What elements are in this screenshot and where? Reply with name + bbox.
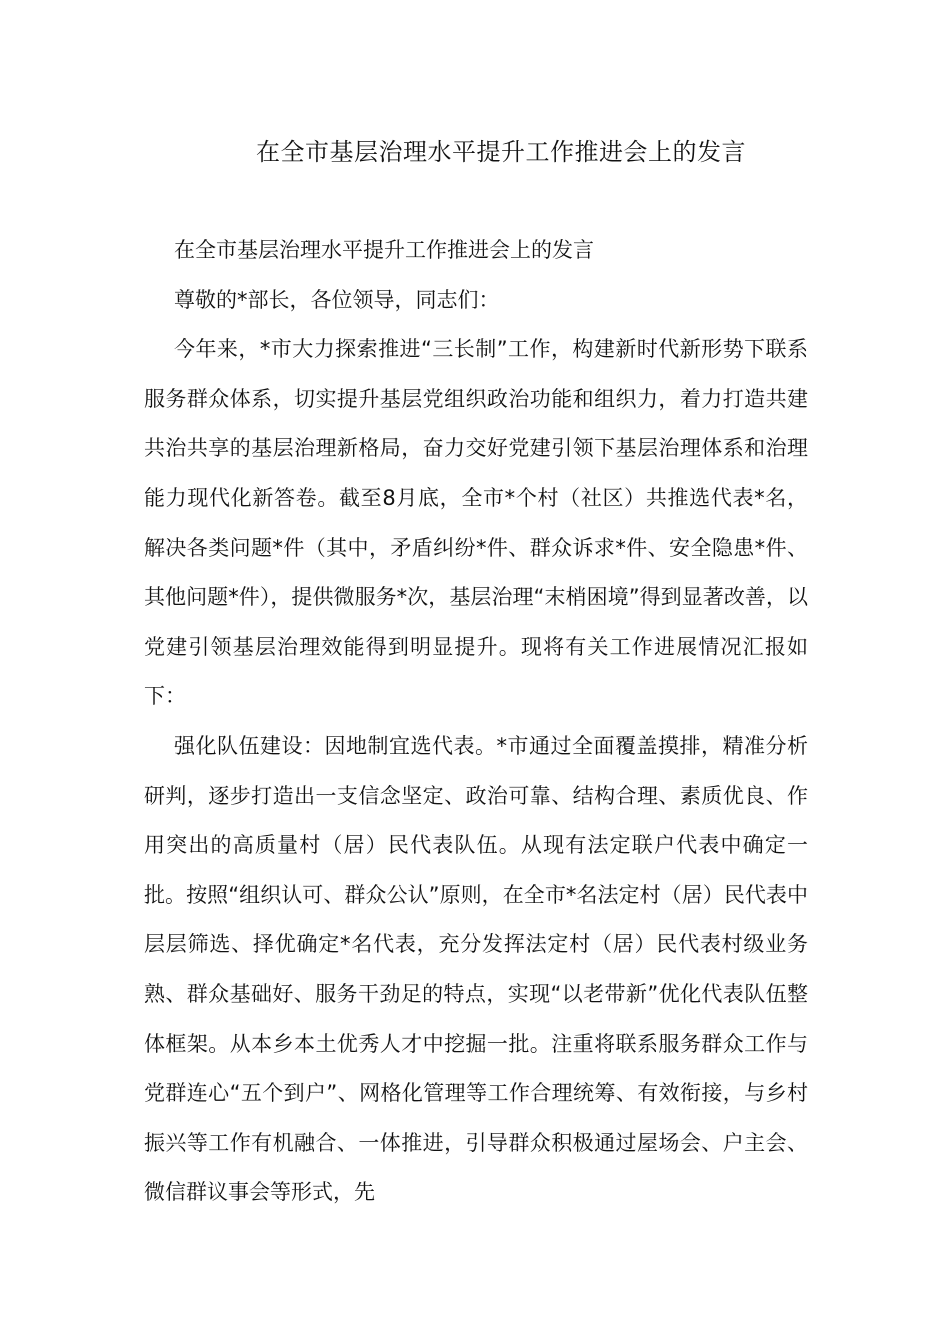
- paragraph-repeated-title: 在全市基层治理水平提升工作推进会上的发言: [174, 238, 594, 262]
- paragraph-introduction: 今年来，*市大力探索推进“三长制”工作，构建新时代新形势下联系服务群众体系，切实提升基层党组织政治功能和组织力，着力打造共建共治共享的基层治理新格局，奋力交好党建引领下基层治理体系和治理能力现代化新答卷。截至8月底，全市*个村（社区）共推选代表*名，解决各类问题*件（其中，矛盾纠纷*件、群众诉求*件、安全隐患*件、其他问题*件），提供微服务*次，基层治理“末梢困境”得到显著改善，以党建引领基层治理效能得到明显提升。现将有关工作进展情况汇报如下：: [144, 337, 808, 709]
- paragraph-team-building: 强化队伍建设：因地制宜选代表。*市通过全面覆盖摸排，精准分析研判，逐步打造出一支信念坚定、政治可靠、结构合理、素质优良、作用突出的高质量村（居）民代表队伍。从现有法定联户代表中确定一批。按照“组织认可、群众公认”原则，在全市*名法定村（居）民代表中层层筛选、择优确定*名代表，充分发挥法定村（居）民代表村级业务熟、群众基础好、服务干劲足的特点，实现“以老带新”优化代表队伍整体框架。从本乡本土优秀人才中挖掘一批。注重将联系服务群众工作与党群连心“五个到户”、网格化管理等工作合理统筹、有效衔接，与乡村振兴等工作有机融合、一体推进，引导群众积极通过屋场会、户主会、微信群议事会等形式，先: [144, 733, 808, 1205]
- paragraph-salutation: 尊敬的*部长，各位领导，同志们：: [174, 287, 500, 312]
- document-body: [144, 226, 808, 1218]
- document-title: 在全市基层治理水平提升工作推进会上的发言: [256, 138, 746, 166]
